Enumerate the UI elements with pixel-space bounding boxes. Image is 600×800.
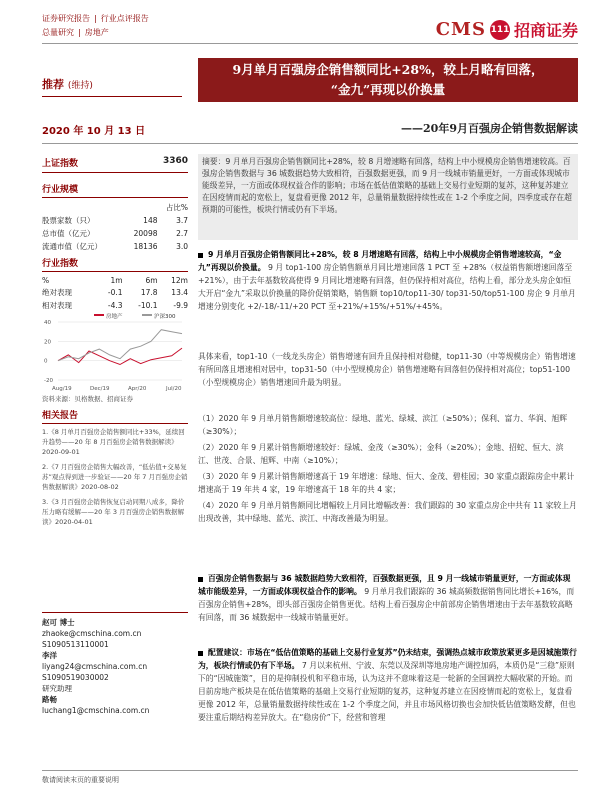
bullet-icon (198, 651, 203, 656)
footer-note: 敬请阅读末页的重要说明 (42, 776, 119, 784)
table-row: 相对表现 -4.3 -10.1 -9.9 (42, 301, 188, 310)
legend-swatch-1 (94, 314, 104, 316)
x-tick-label: Jul/20 (166, 386, 182, 392)
bullet-icon (198, 253, 203, 258)
bullet-icon (198, 577, 203, 582)
list-item: （1）2020 年 9 月单月销售额增速较高位：绿地、蓝光、绿城、滨江（≥50%）；保利、富力、华润、旭辉（≥30%）； (198, 414, 568, 436)
industry-index: 行业指数 % 1m 6m 12m 绝对表现 -0.1 17.8 13.4 相对表现 -4.3 -10.1 -9.9 (42, 256, 188, 312)
legend-label-2: 沪深300 (154, 314, 176, 320)
subtitle-divider (42, 143, 578, 144)
section-1: 9 月单月百强房企销售额同比+28%，较 8 月增速略有回落，结构上中小规模房企销售增速较高，“金九”再现以价换量。 9 月 top1-100 房企销售额单月同比增速回落 1 PCT 至 +28%（权益销售额增速回落至 +21%），由于去年基数较高使得 9 月同比增速略有回落，但仍保持相对高位，结构上看，部分龙头房企如恒大开启“金九”采取以价换量的降价促销策略，销售额 top10/top11-30/ top31-50/top51-100 房企 9 月单月增速分别变化 +2/-18/-11/+20 PCT 至+21%/+15%/+51%/+45%。 (198, 250, 576, 311)
y-tick-label: 40 (44, 320, 51, 326)
section-1-detail: 具体来看，top1-10（一线龙头房企）销售增速有回升且保持相对稳健，top11-30（中等规模房企）销售增速有所回落且增速相对居中，top31-50（中小型规模房企）销售增速略有回落但仍保持相对高位；top51-100（小型规模房企）销售增速回升最为明显。 (198, 352, 576, 387)
industry-index-table: % 1m 6m 12m 绝对表现 -0.1 17.8 13.4 相对表现 -4.3 -10.1 -9.9 (42, 276, 188, 310)
related-report-item[interactable]: 3.《3 月百强房企销售恢复启动同期八成多，降价压力略有缓解——20 年 3 月百强房企销售数据解读》2020-04-01 (42, 498, 185, 526)
series-line-hs300 (58, 330, 182, 361)
chart-source: 资料来源：贝格数据、招商证券 (42, 395, 133, 403)
analyst-contacts: 赵可 博士 zhaoke@cmschina.com.cn S1090513110001 李洋 liyang24@cmschina.com.cn S1090519030002 研究助理 路畅 luchang1@cmschina.com.cn (42, 612, 188, 716)
email-link[interactable]: zhaoke@cmschina.com.cn (42, 629, 142, 638)
series-line-real-estate (58, 348, 182, 364)
header-divider (42, 43, 578, 44)
related-reports: 相关报告 1.《8 月单月百强房企销售额同比+33%，延续回升趋势——20 年 8 月百强房企销售数据解读》2020-09-01 2.《7 月百强房企销售大幅改善，“低估值+交易复苏”观点得到进一步验证——20 年 7 月百强房企销售数据解读》2020-08-02 3.《3 月百强房企销售恢复启动同期八成多，降价压力略有缓解——20 年 3 月百强房企销售数据解读》2020-04-01 (42, 408, 188, 527)
report-subtitle: ——20年9月百强房企销售数据解读 (401, 122, 578, 135)
table-row: 绝对表现 -0.1 17.8 13.4 (42, 288, 188, 297)
section-2: 百强房企销售数据与 36 城数据趋势大致相符，百强数据更强，且 9 月一线城市销量更好，一方面或体现城市能级差异，一方面或体现权益合作的影响。 9 月单月我们跟踪的 36 城高频数据销售同比增长+16%，而百强房企销售+28%，即头部百强房企销售更优。结构上看百强房企中前部房企销售增速由于去年基数较高略有回落，而 36 城数据中一线城市销量更好。 (198, 574, 575, 622)
x-tick-label: Apr/20 (128, 386, 147, 392)
rating: 推荐 (维持) (42, 78, 93, 91)
list-item: （3）2020 年 9 月累计销售额增速高于 19 年增速：绿地、恒大、金茂、碧桂园；30 家重点跟踪房企中累计增速高于 19 年共 4 家，19 年增速高于 18 年的共 4 家； (198, 472, 575, 494)
report-title: 9月单月百强房企销售额同比+28%，较上月略有回落， “金九”再现以价换量 (198, 58, 578, 102)
y-tick-label: 20 (44, 339, 51, 346)
table-row: 股票家数（只） 148 3.7 (42, 216, 188, 225)
industry-scale-table: 占比% 股票家数（只） 148 3.7 总市值（亿元） 20098 2.7 流通市值（亿元） 18136 3.0 (42, 203, 188, 251)
legend-swatch-2 (142, 314, 152, 316)
legend-label-1: 房地产 (106, 314, 123, 320)
table-row: 总市值（亿元） 20098 2.7 (42, 229, 188, 238)
email-link[interactable]: liyang24@cmschina.com.cn (42, 662, 148, 671)
related-report-item[interactable]: 1.《8 月单月百强房企销售额同比+33%，延续回升趋势——20 年 8 月百强房企销售数据解读》2020-09-01 (42, 428, 185, 456)
list-item: （4）2020 年 9 月单月销售额同比增幅较上月同比增幅改善：我们跟踪的 30 家重点房企中共有 11 家较上月出现改善，其中绿地、蓝光、滨江、中海改善最为明显。 (198, 501, 577, 523)
header-row-2: 总量研究 | 房地产 (42, 28, 109, 37)
section-3: 配置建议：市场在“低估值策略的基础上交易行业复苏”仍未结束，强调热点城市政策放紧更多是因城施策行为，板块行情或仍有下半场。 7 月以来杭州、宁波、东莞以及深圳等地房地产调控加码，本质仍是“三稳”原则下的“因城施策”，目的是抑制投机和平稳市场，认为这并不意味着这是一轮新的全国调控大幅收紧的开始。而目前房地产板块是在低估值策略的基础上交易行业短期的复苏，这种复苏建立在因疫情而起的宽松上，复盘看更像 2012 年，总量销量数据持续性或在 1-2 个季度之间，并且市场风格切换也会加快低估值策略发酵，但也要注重后期结构差异放大。在“稳房价”下，经营和管理 (198, 648, 577, 722)
report-date: 2020 年 10 月 13 日 (42, 126, 146, 137)
y-tick-label: 0 (44, 358, 48, 365)
email-link[interactable]: luchang1@cmschina.com.cn (42, 706, 150, 715)
related-report-item[interactable]: 2.《7 月百强房企销售大幅改善，“低估值+交易复苏”观点得到进一步验证——20 年 7 月百强房企销售数据解读》2020-08-02 (42, 463, 188, 491)
x-tick-label: Aug/19 (52, 386, 72, 392)
list-item: （2）2020 年 9 月累计销售额增速较好：绿城、金茂（≥30%）；金科（≥20%）；金地、招蛇、恒大、滨江、世茂、合景、旭辉、中南（≥10%）； (198, 443, 564, 465)
x-tick-label: Dec/19 (90, 386, 110, 392)
header-row-1: 证券研究报告 | 行业点评报告 (42, 14, 149, 23)
industry-index-chart (42, 312, 188, 392)
brand-logo: CMS 111 招商证券 (435, 19, 578, 40)
index-block: 上证指数 3360 (42, 156, 188, 173)
y-tick-label: -20 (44, 378, 53, 384)
industry-scale: 行业规模 占比% 股票家数（只） 148 3.7 总市值（亿元） 20098 2.7 流通市值（亿元） 18136 3.0 (42, 182, 188, 253)
header-tags (42, 12, 153, 40)
footer-divider (42, 770, 578, 771)
rating-divider (42, 96, 182, 97)
summary-box: 摘要：9 月单月百强房企销售额同比+28%，较 8 月增速略有回落，结构上中小规模房企销售增速较高。百强房企销售数据与 36 城数据趋势大致相符，百强数据更强，而 9 月一线城市销量更好，一方面或体现城市能级差异，一方面或体现权益合作的影响；市场在低估值策略的基础上交易行业短期的复苏，这种复苏建立在因疫情而起的宽松上，复盘看更像 2012 年，总量销量数据持续性或在 1-2 个季度之间，四季度或存在超预期的可能性，板块行情或仍有下半场。 (198, 154, 578, 240)
table-row: 流通市值（亿元） 18136 3.0 (42, 242, 188, 251)
logo-seal-icon: 111 (490, 20, 510, 40)
item-list (198, 412, 578, 525)
